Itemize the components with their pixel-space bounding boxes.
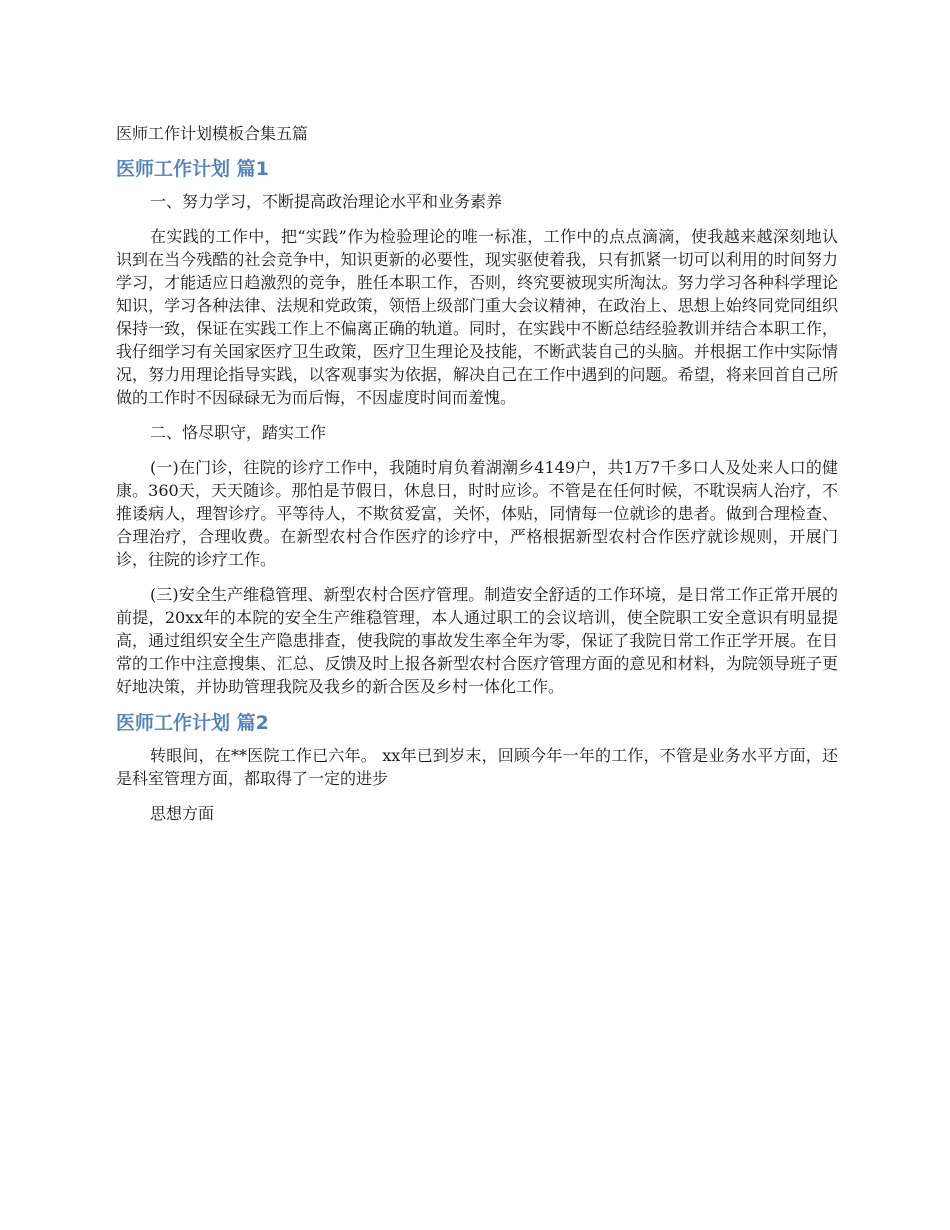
body-paragraph: (一)在门诊，往院的诊疗工作中，我随时肩负着湖潮乡4149户，共1万7千多口人及处来人口的健康。360天，天天随诊。那怕是节假日，休息日，时时应诊。不管是在任何时候，不耽误病人治疗，不推诿病人，理智诊疗。平等待人，不欺贫爱富，关怀，体贴，同情每一位就诊的患者。做到合理检查、合理治疗，合理收费。在新型农村合作医疗的诊疗中，严格根据新型农村合作医疗就诊规则，开展门诊，往院的诊疗工作。 [116, 458, 838, 569]
document-page [116, 122, 838, 837]
section-heading: 医师工作计划 篇1 [116, 158, 269, 180]
section-heading: 医师工作计划 篇2 [116, 712, 269, 734]
subheading-paragraph: 思想方面 [150, 804, 215, 823]
subheading-paragraph: 一、努力学习，不断提高政治理论水平和业务素养 [150, 192, 503, 211]
body-paragraph: 转眼间，在**医院工作已六年。 xx年已到岁末，回顾今年一年的工作，不管是业务水平方面，还是科室管理方面，都取得了一定的进步 [116, 746, 838, 788]
body-paragraph: 在实践的工作中，把“实践”作为检验理论的唯一标准，工作中的点点滴滴，使我越来越深刻地认识到在当今残酷的社会竞争中，知识更新的必要性，现实驱使着我，只有抓紧一切可以利用的时间努力学习，才能适应日趋激烈的竞争，胜任本职工作，否则，终究要被现实所淘汰。努力学习各种科学理论知识，学习各种法律、法规和党政策，领悟上级部门重大会议精神，在政治上、思想上始终同党同组织保持一致，保证在实践工作上不偏离正确的轨道。同时，在实践中不断总结经验教训并结合本职工作，我仔细学习有关国家医疗卫生政策，医疗卫生理论及技能，不断武装自己的头脑。并根据工作中实际情况，努力用理论指导实践，以客观事实为依据，解决自己在工作中遇到的问题。希望，将来回首自己所做的工作时不因碌碌无为而后悔，不因虚度时间而羞愧。 [116, 227, 838, 407]
section-2 [116, 710, 838, 825]
document-title: 医师工作计划模板合集五篇 [116, 124, 309, 143]
subheading-paragraph: 二、恪尽职守，踏实工作 [150, 423, 327, 442]
section-1 [116, 156, 838, 698]
body-paragraph: (三)安全生产维稳管理、新型农村合医疗管理。制造安全舒适的工作环境，是日常工作正常开展的前提，20xx年的本院的安全生产维稳管理，本人通过职工的会议培训，使全院职工安全意识有明显提高，通过组织安全生产隐患排查，使我院的事故发生率全年为零，保证了我院日常工作正学开展。在日常的工作中注意搜集、汇总、反馈及时上报各新型农村合医疗管理方面的意见和材料，为院领导班子更好地决策，并协助管理我院及我乡的新合医及乡村一体化工作。 [116, 585, 838, 696]
